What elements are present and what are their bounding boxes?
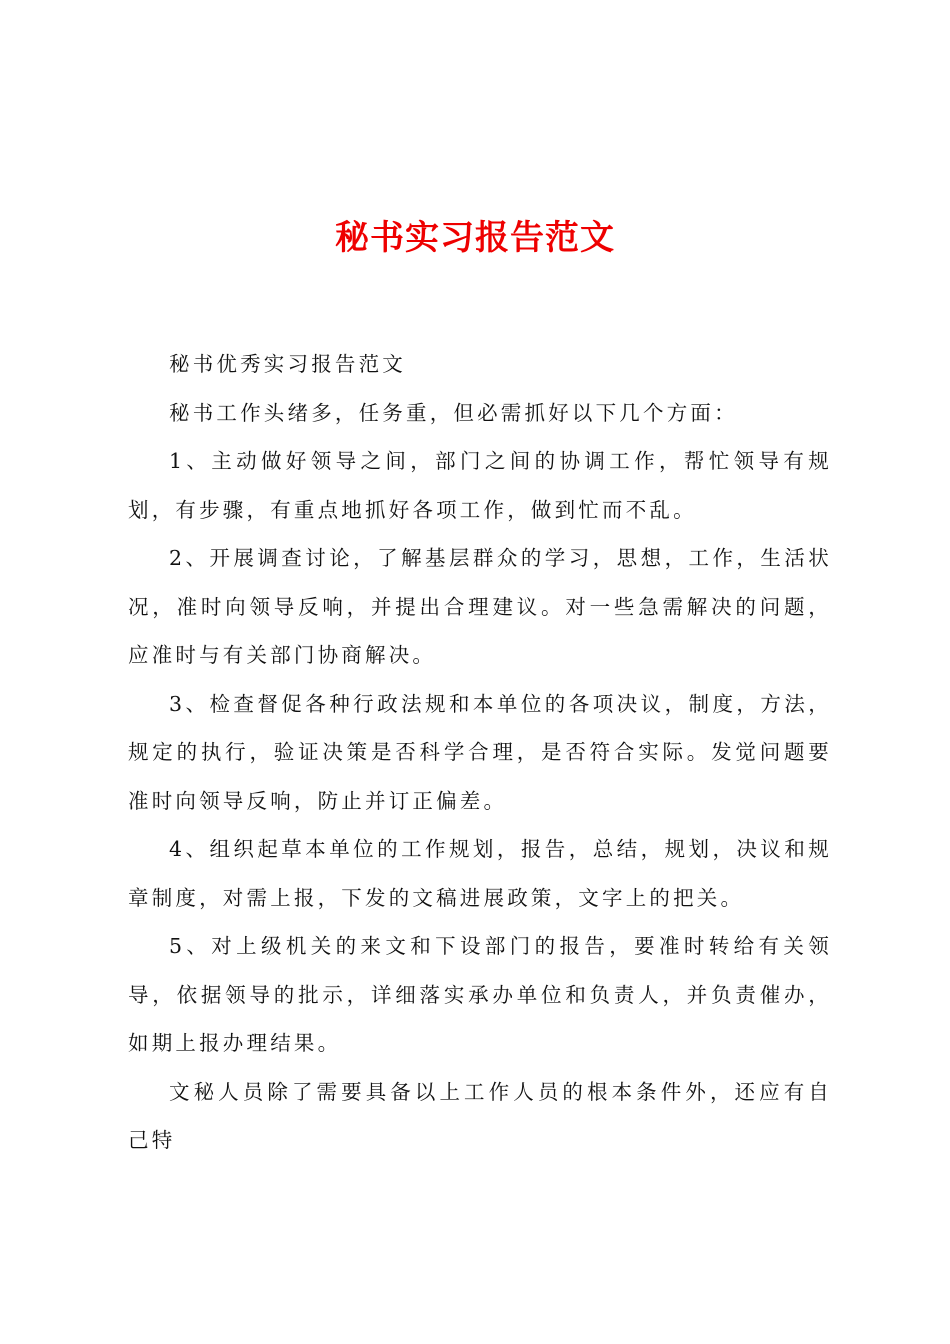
paragraph-item-1: 1、主动做好领导之间，部门之间的协调工作，帮忙领导有规划，有步骤，有重点地抓好各项工作，做到忙而不乱。	[128, 449, 832, 522]
document-body	[128, 340, 832, 1165]
paragraph-item-2: 2、开展调查讨论，了解基层群众的学习，思想，工作，生活状况，准时向领导反响，并提出合理建议。对一些急需解决的问题，应准时与有关部门协商解决。	[128, 546, 832, 667]
paragraph-item-5: 5、对上级机关的来文和下设部门的报告，要准时转给有关领导，依据领导的批示，详细落实承办单位和负责人，并负责催办，如期上报办理结果。	[128, 934, 832, 1055]
document-title: 秘书实习报告范文	[335, 218, 615, 258]
paragraph-subtitle: 秘书优秀实习报告范文	[169, 352, 406, 376]
paragraph-item-4: 4、组织起草本单位的工作规划，报告，总结，规划，决议和规章制度，对需上报，下发的文稿进展政策，文字上的把关。	[128, 837, 832, 910]
paragraph-closing: 文秘人员除了需要具备以上工作人员的根本条件外，还应有自己特	[128, 1079, 832, 1152]
paragraph-item-3: 3、检查督促各种行政法规和本单位的各项决议，制度，方法，规定的执行，验证决策是否科学合理，是否符合实际。发觉问题要准时向领导反响，防止并订正偏差。	[128, 691, 832, 813]
paragraph-intro: 秘书工作头绪多，任务重，但必需抓好以下几个方面：	[169, 400, 738, 425]
